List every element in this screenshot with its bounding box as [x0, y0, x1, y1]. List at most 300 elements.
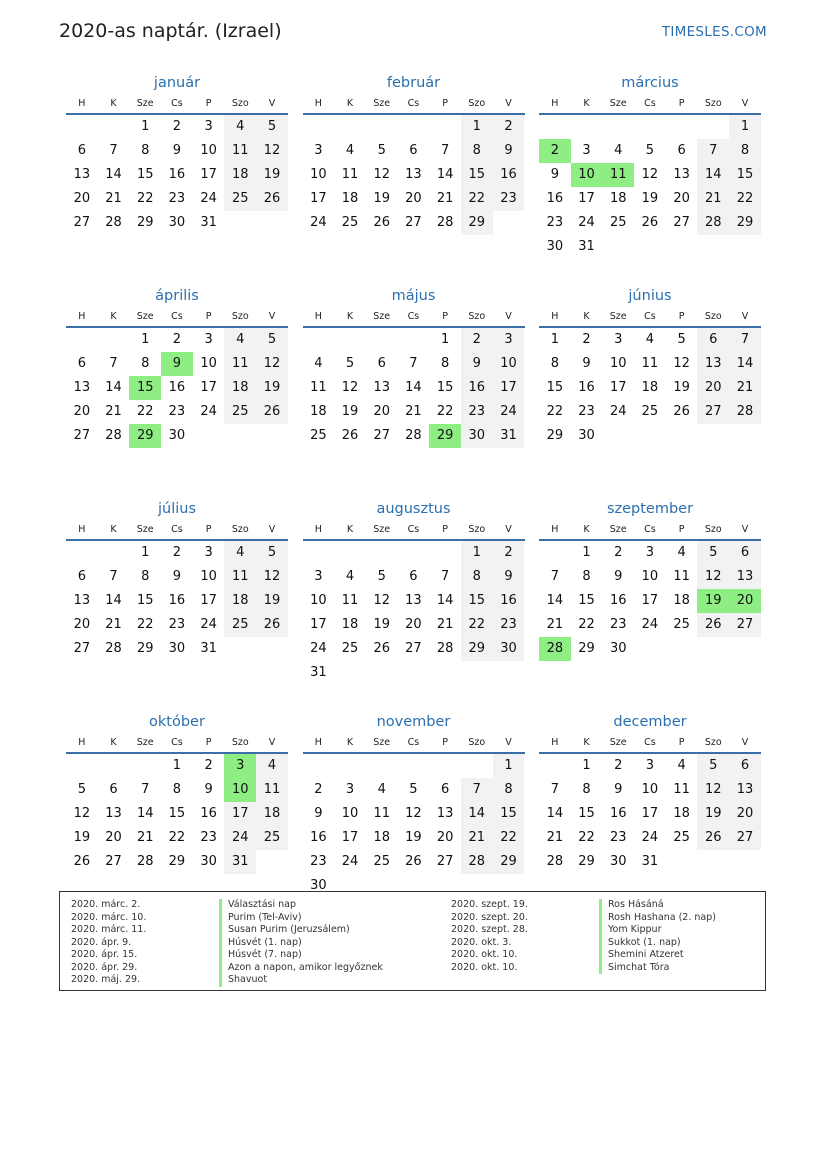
empty-cell	[366, 328, 398, 352]
day-cell: 27	[105, 854, 122, 869]
day-cell: 14	[136, 806, 154, 821]
day-cell: 18	[673, 806, 690, 821]
weekday-label: H	[314, 98, 322, 109]
weekday-label: H	[314, 737, 322, 748]
day-cell: 1	[440, 332, 450, 347]
day-cell: 6	[440, 782, 450, 797]
day-cell: 24	[641, 830, 659, 845]
day-cell: 27	[697, 400, 729, 424]
day-cell: 4	[314, 356, 323, 371]
day-cell: 16	[609, 806, 627, 821]
day-cell: 10	[200, 143, 217, 158]
day-cell: 19	[405, 830, 422, 845]
empty-cell	[461, 754, 493, 778]
day-cell: 3	[645, 758, 655, 773]
day-cell: 21	[546, 617, 564, 632]
day-cell: 17	[641, 806, 659, 821]
weekday-label: Sze	[136, 98, 154, 109]
day-cell: 6	[677, 143, 686, 158]
day-cell: 16	[461, 376, 493, 400]
day-cell: 15	[493, 802, 525, 826]
holiday-day-cell: 3	[224, 754, 256, 778]
day-cell: 3	[582, 143, 591, 158]
day-cell: 2	[614, 545, 623, 560]
day-cell: 31	[641, 854, 659, 869]
empty-cell	[539, 115, 571, 139]
day-cell: 7	[109, 356, 118, 371]
holiday-legend	[59, 891, 766, 991]
legend-date: 2020. máj. 29.	[71, 974, 141, 985]
day-cell: 1	[461, 541, 493, 565]
empty-cell	[66, 754, 98, 778]
legend-holiday-name: Shavuot	[219, 974, 267, 987]
weekday-label: Cs	[644, 98, 656, 109]
month-calendar	[66, 285, 288, 498]
day-cell: 11	[373, 806, 390, 821]
empty-cell	[98, 541, 130, 565]
day-cell: 22	[461, 187, 493, 211]
page-title: 2020-as naptár. (Izrael)	[59, 20, 282, 42]
holiday-day-cell: 9	[161, 352, 193, 376]
month-name: augusztus	[376, 501, 451, 517]
weekday-label: H	[551, 524, 559, 535]
day-cell: 23	[168, 617, 186, 632]
day-cell: 10	[310, 593, 327, 608]
day-cell: 29	[461, 637, 493, 661]
holiday-day-cell: 28	[539, 637, 571, 661]
weekday-label: Cs	[407, 737, 420, 748]
day-cell: 25	[224, 187, 256, 211]
day-cell: 18	[224, 589, 256, 613]
weekday-label: Sze	[609, 524, 627, 535]
weekday-label: Sze	[136, 524, 154, 535]
day-cell: 30	[493, 637, 525, 661]
empty-cell	[429, 541, 461, 565]
day-cell: 30	[578, 428, 595, 443]
day-cell: 28	[729, 400, 761, 424]
day-cell: 26	[341, 428, 359, 443]
day-cell: 19	[256, 376, 288, 400]
day-cell: 12	[697, 778, 729, 802]
legend-date: 2020. ápr. 9.	[71, 936, 132, 948]
weekday-label: V	[505, 311, 512, 322]
day-cell: 20	[729, 802, 761, 826]
day-cell: 21	[697, 187, 729, 211]
day-cell: 22	[578, 830, 595, 845]
legend-item	[71, 899, 383, 912]
weekday-label: V	[268, 98, 276, 109]
days-grid	[66, 541, 288, 661]
empty-cell	[334, 541, 366, 565]
weekday-label: Sze	[373, 311, 391, 322]
day-cell: 23	[168, 191, 186, 206]
day-cell: 17	[609, 380, 627, 395]
day-cell: 16	[200, 806, 217, 821]
month-name: június	[628, 288, 672, 304]
weekday-header	[303, 307, 525, 328]
day-cell: 11	[256, 778, 288, 802]
day-cell: 20	[436, 830, 454, 845]
legend-holiday-name: Rosh Hashana (2. nap)	[599, 912, 716, 925]
day-cell: 22	[729, 187, 761, 211]
weekday-header	[303, 520, 525, 541]
day-cell: 13	[405, 593, 422, 608]
empty-cell	[398, 115, 430, 139]
day-cell: 8	[493, 778, 525, 802]
day-cell: 6	[697, 328, 729, 352]
day-cell: 7	[697, 139, 729, 163]
day-cell: 9	[172, 569, 182, 584]
weekday-label: Cs	[644, 737, 656, 748]
holiday-day-cell: 2	[539, 139, 571, 163]
day-cell: 13	[673, 167, 690, 182]
day-cell: 16	[578, 380, 595, 395]
day-cell: 26	[673, 404, 690, 419]
day-cell: 12	[673, 356, 690, 371]
day-cell: 29	[546, 428, 564, 443]
legend-holiday-name: Susan Purim (Jeruzsálem)	[219, 924, 350, 937]
day-cell: 1	[141, 545, 150, 560]
day-cell: 15	[168, 806, 186, 821]
day-cell: 15	[461, 589, 493, 613]
day-cell: 14	[697, 163, 729, 187]
holiday-day-cell: 19	[697, 589, 729, 613]
day-cell: 1	[729, 115, 761, 139]
day-cell: 25	[310, 428, 327, 443]
weekday-label: P	[442, 311, 448, 322]
month-name: február	[386, 75, 441, 91]
day-cell: 11	[224, 139, 256, 163]
day-cell: 10	[200, 569, 217, 584]
day-cell: 18	[224, 376, 256, 400]
day-cell: 17	[578, 191, 595, 206]
day-cell: 23	[493, 187, 525, 211]
empty-cell	[634, 115, 666, 139]
day-cell: 15	[461, 163, 493, 187]
day-cell: 2	[172, 332, 182, 347]
legend-date: 2020. okt. 3.	[451, 936, 512, 948]
legend-holiday-name: Shemini Atzeret	[599, 949, 684, 962]
day-cell: 23	[546, 215, 564, 230]
day-cell: 16	[546, 191, 564, 206]
weekday-label: K	[583, 311, 590, 322]
weekday-header	[66, 520, 288, 541]
day-cell: 19	[673, 380, 690, 395]
day-cell: 13	[73, 593, 91, 608]
day-cell: 2	[582, 332, 591, 347]
day-cell: 9	[614, 782, 623, 797]
day-cell: 29	[729, 211, 761, 235]
day-cell: 19	[256, 163, 288, 187]
day-cell: 20	[405, 617, 422, 632]
empty-cell	[334, 754, 366, 778]
day-cell: 17	[493, 376, 525, 400]
day-cell: 1	[582, 545, 591, 560]
day-cell: 28	[546, 854, 564, 869]
weekday-label: P	[678, 737, 685, 748]
day-cell: 9	[493, 565, 525, 589]
weekday-label: K	[583, 98, 590, 109]
month-calendar	[303, 285, 525, 498]
day-cell: 26	[373, 215, 390, 230]
empty-cell	[66, 328, 98, 352]
weekday-label: Sze	[373, 98, 391, 109]
day-cell: 11	[673, 782, 690, 797]
weekday-label: Cs	[171, 737, 183, 748]
empty-cell	[398, 328, 430, 352]
legend-holiday-name: Ros Hásáná	[599, 899, 664, 912]
day-cell: 24	[310, 641, 327, 656]
weekday-label: Cs	[171, 311, 183, 322]
day-cell: 25	[673, 830, 690, 845]
empty-cell	[303, 754, 335, 778]
legend-item	[71, 962, 383, 975]
day-cell: 27	[729, 613, 761, 637]
day-cell: 4	[224, 115, 256, 139]
weekday-label: K	[110, 524, 117, 535]
day-cell: 17	[341, 830, 359, 845]
day-cell: 4	[677, 758, 686, 773]
day-cell: 26	[697, 826, 729, 850]
day-cell: 2	[461, 328, 493, 352]
weekday-label: K	[346, 524, 354, 535]
day-cell: 1	[141, 119, 150, 134]
day-cell: 12	[373, 593, 390, 608]
day-cell: 10	[641, 782, 659, 797]
day-cell: 14	[436, 167, 454, 182]
day-cell: 14	[105, 593, 122, 608]
day-cell: 16	[493, 163, 525, 187]
day-cell: 25	[609, 215, 627, 230]
day-cell: 7	[109, 569, 118, 584]
day-cell: 12	[341, 380, 359, 395]
weekday-label: H	[314, 311, 322, 322]
day-cell: 27	[73, 641, 91, 656]
days-grid	[539, 328, 761, 448]
day-cell: 8	[461, 565, 493, 589]
weekday-header	[539, 520, 761, 541]
day-cell: 4	[345, 569, 355, 584]
holiday-day-cell: 29	[129, 424, 161, 448]
empty-cell	[334, 115, 366, 139]
day-cell: 7	[141, 782, 150, 797]
day-cell: 21	[436, 191, 454, 206]
day-cell: 16	[310, 830, 327, 845]
weekday-label: Cs	[407, 311, 420, 322]
day-cell: 7	[109, 143, 118, 158]
day-cell: 11	[224, 352, 256, 376]
legend-item	[451, 937, 716, 950]
day-cell: 8	[461, 139, 493, 163]
day-cell: 7	[550, 569, 559, 584]
day-cell: 23	[609, 617, 627, 632]
day-cell: 24	[200, 617, 217, 632]
month-name: január	[153, 75, 201, 91]
day-cell: 25	[224, 400, 256, 424]
day-cell: 11	[673, 569, 690, 584]
day-cell: 1	[141, 332, 150, 347]
day-cell: 30	[461, 424, 493, 448]
legend-item	[71, 912, 383, 925]
day-cell: 5	[645, 143, 655, 158]
day-cell: 26	[405, 854, 422, 869]
weekday-label: Cs	[171, 98, 183, 109]
day-cell: 6	[77, 569, 86, 584]
day-cell: 14	[546, 593, 564, 608]
weekday-header	[303, 733, 525, 754]
day-cell: 16	[168, 380, 186, 395]
day-cell: 20	[673, 191, 690, 206]
holiday-day-cell: 10	[224, 778, 256, 802]
legend-date: 2020. márc. 2.	[71, 899, 141, 910]
day-cell: 27	[729, 826, 761, 850]
legend-date: 2020. ápr. 29.	[71, 961, 138, 973]
days-grid	[66, 328, 288, 448]
weekday-header	[539, 733, 761, 754]
weekday-label: Szo	[704, 737, 722, 748]
day-cell: 30	[168, 641, 186, 656]
day-cell: 9	[461, 352, 493, 376]
day-cell: 21	[105, 404, 122, 419]
day-cell: 25	[224, 613, 256, 637]
day-cell: 21	[105, 191, 122, 206]
legend-holiday-name: Purim (Tel-Aviv)	[219, 912, 302, 925]
legend-date: 2020. okt. 10.	[451, 949, 518, 960]
day-cell: 6	[109, 782, 118, 797]
day-cell: 23	[310, 854, 327, 869]
day-cell: 3	[493, 328, 525, 352]
day-cell: 24	[200, 191, 217, 206]
day-cell: 6	[77, 356, 86, 371]
day-cell: 25	[641, 404, 659, 419]
days-grid	[539, 541, 761, 661]
day-cell: 30	[609, 641, 627, 656]
month-calendar	[539, 72, 761, 285]
day-cell: 18	[224, 163, 256, 187]
day-cell: 2	[204, 758, 213, 773]
day-cell: 18	[673, 593, 690, 608]
day-cell: 14	[729, 352, 761, 376]
day-cell: 27	[673, 215, 690, 230]
day-cell: 20	[373, 404, 390, 419]
holiday-day-cell: 20	[729, 589, 761, 613]
empty-cell	[98, 328, 130, 352]
day-cell: 28	[436, 641, 454, 656]
month-name: április	[155, 288, 199, 304]
empty-cell	[66, 115, 98, 139]
day-cell: 18	[256, 802, 288, 826]
site-logo-link[interactable]: TIMESLES.COM	[661, 24, 767, 40]
legend-column-1	[71, 899, 383, 987]
day-cell: 25	[256, 826, 288, 850]
day-cell: 7	[729, 328, 761, 352]
empty-cell	[539, 754, 571, 778]
weekday-label: Cs	[171, 524, 183, 535]
day-cell: 6	[77, 143, 86, 158]
day-cell: 17	[200, 167, 217, 182]
weekday-label: P	[205, 737, 212, 748]
weekday-header	[539, 307, 761, 328]
day-cell: 1	[172, 758, 182, 773]
day-cell: 5	[677, 332, 686, 347]
day-cell: 21	[546, 830, 564, 845]
month-calendar	[303, 72, 525, 285]
days-grid	[303, 328, 525, 448]
weekday-label: Cs	[644, 524, 656, 535]
day-cell: 28	[105, 215, 122, 230]
empty-cell	[429, 115, 461, 139]
day-cell: 12	[373, 167, 390, 182]
day-cell: 8	[440, 356, 450, 371]
day-cell: 16	[168, 167, 186, 182]
day-cell: 8	[141, 143, 150, 158]
weekday-label: P	[205, 98, 212, 109]
day-cell: 18	[609, 191, 627, 206]
day-cell: 28	[697, 211, 729, 235]
day-cell: 20	[73, 191, 91, 206]
weekday-label: V	[268, 737, 276, 748]
weekday-label: Szo	[231, 524, 249, 535]
day-cell: 28	[105, 641, 122, 656]
day-cell: 5	[77, 782, 86, 797]
day-cell: 27	[405, 215, 422, 230]
day-cell: 27	[73, 215, 91, 230]
day-cell: 10	[493, 352, 525, 376]
empty-cell	[666, 115, 698, 139]
weekday-label: Szo	[704, 311, 722, 322]
month-name: október	[149, 714, 205, 730]
day-cell: 4	[677, 545, 686, 560]
legend-holiday-name: Választási nap	[219, 899, 296, 912]
day-cell: 18	[641, 380, 659, 395]
day-cell: 25	[673, 617, 690, 632]
day-cell: 17	[200, 593, 217, 608]
day-cell: 27	[373, 428, 390, 443]
weekday-label: Sze	[609, 98, 627, 109]
day-cell: 28	[436, 215, 454, 230]
weekday-label: Szo	[468, 98, 486, 109]
day-cell: 26	[256, 400, 288, 424]
legend-column-2	[451, 899, 716, 974]
weekday-header	[303, 94, 525, 115]
day-cell: 8	[582, 782, 591, 797]
day-cell: 26	[73, 854, 91, 869]
day-cell: 5	[377, 569, 386, 584]
weekday-label: V	[741, 524, 749, 535]
weekday-label: P	[442, 737, 448, 748]
weekday-label: H	[551, 98, 559, 109]
day-cell: 28	[136, 854, 154, 869]
day-cell: 6	[409, 143, 418, 158]
holiday-day-cell: 29	[429, 424, 461, 448]
day-cell: 14	[546, 806, 564, 821]
weekday-label: P	[442, 524, 448, 535]
day-cell: 10	[609, 356, 627, 371]
weekday-label: V	[741, 98, 749, 109]
weekday-label: Szo	[231, 737, 249, 748]
day-cell: 19	[641, 191, 659, 206]
weekday-label: Szo	[231, 311, 249, 322]
day-cell: 15	[136, 167, 154, 182]
day-cell: 10	[341, 806, 359, 821]
day-cell: 20	[697, 376, 729, 400]
day-cell: 2	[172, 545, 182, 560]
day-cell: 28	[461, 850, 493, 874]
empty-cell	[303, 115, 335, 139]
weekday-label: H	[78, 524, 86, 535]
day-cell: 30	[168, 428, 186, 443]
empty-cell	[334, 328, 366, 352]
